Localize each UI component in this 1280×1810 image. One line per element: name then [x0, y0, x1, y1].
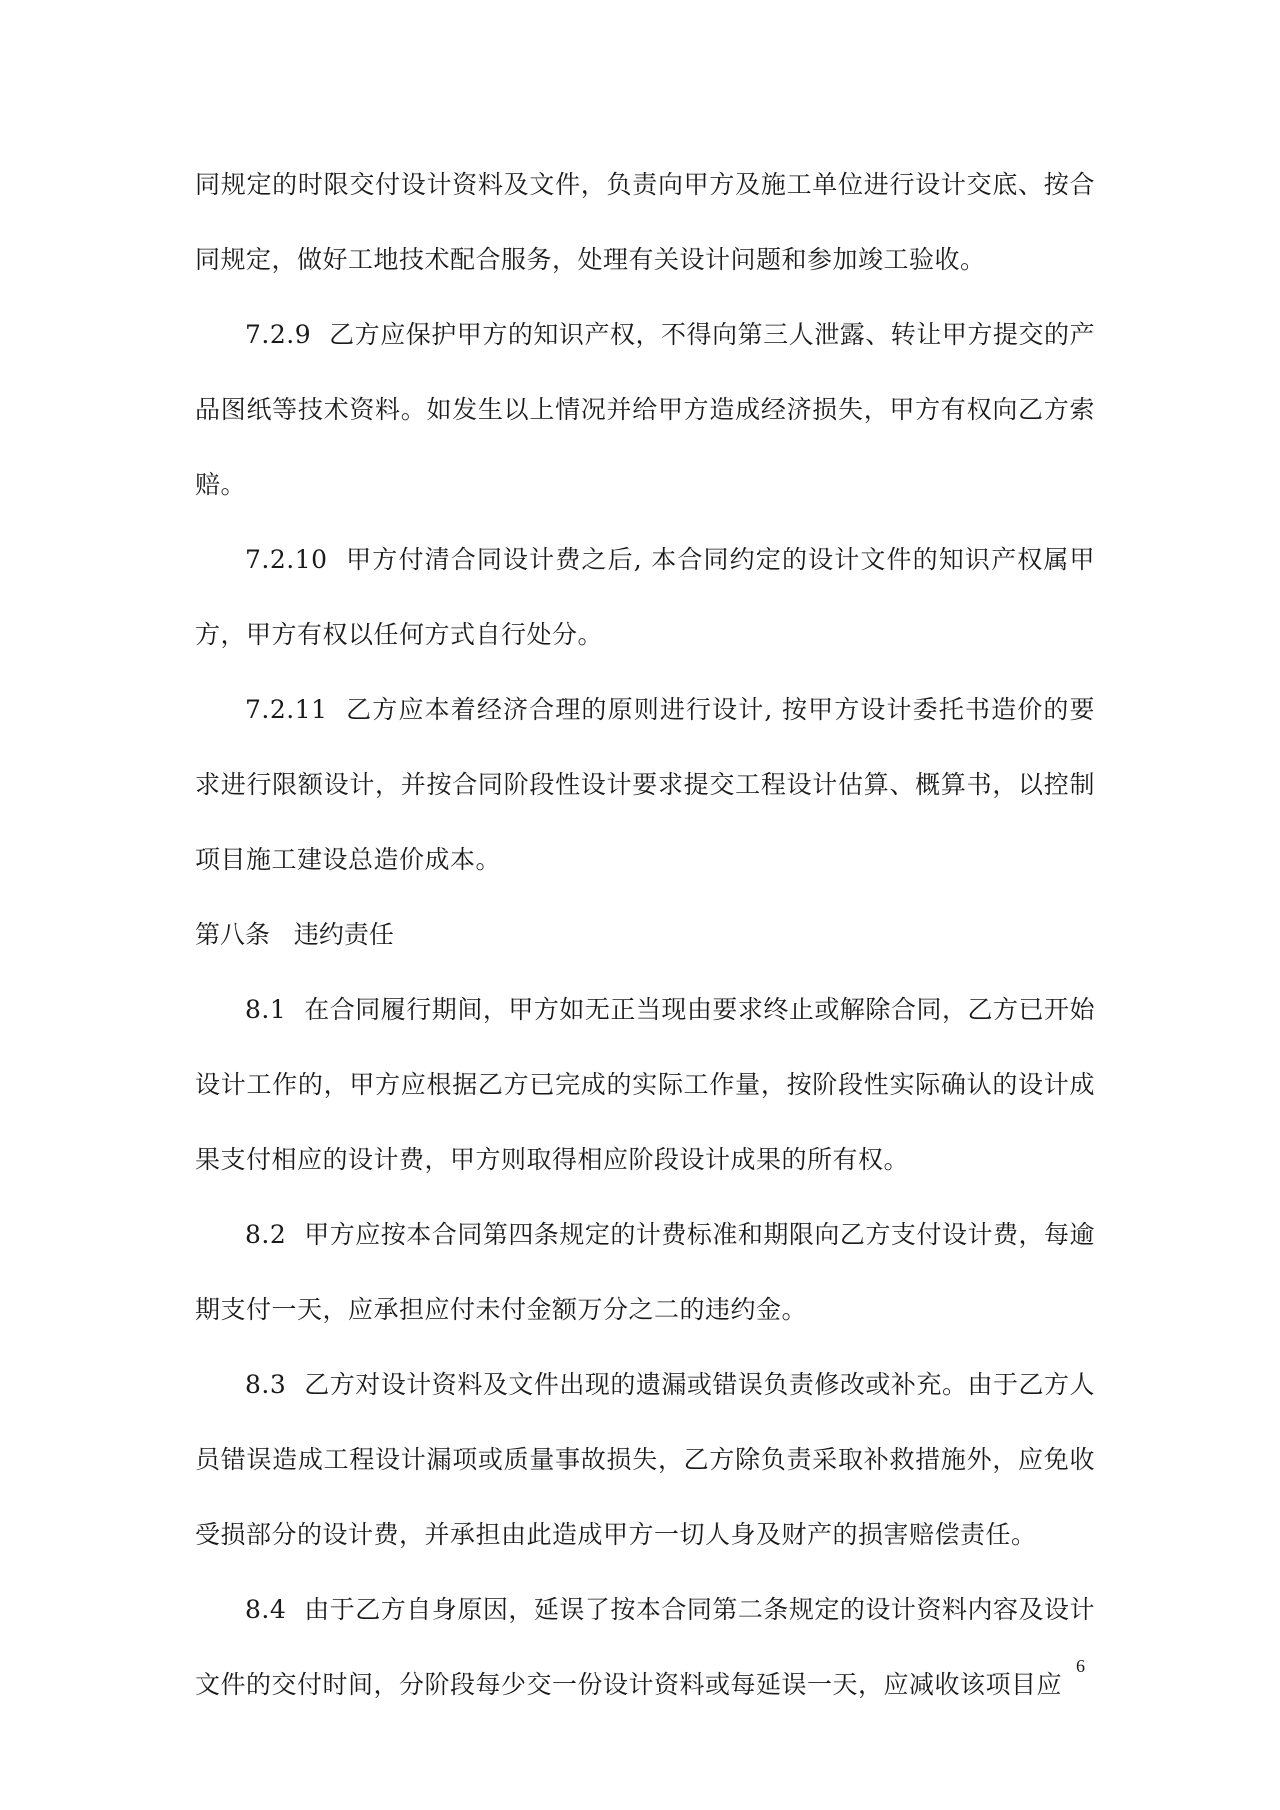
- clause-text: 甲方付清合同设计费之后, 本合同约定的设计文件的知识产权属甲方，甲方有权以任何方式自行处分。: [195, 545, 1095, 649]
- clause-number: 7.2.11: [245, 695, 328, 724]
- clause-8-1: [195, 972, 1095, 1197]
- paragraph-text: 同规定的时限交付设计资料及文件，负责向甲方及施工单位进行设计交底、按合同规定，做好工地技术配合服务，处理有关设计问题和参加竣工验收。: [195, 170, 1095, 274]
- clause-number: 8.1: [245, 995, 287, 1024]
- clause-8-2: [195, 1197, 1095, 1347]
- clause-7-2-9: [195, 297, 1095, 522]
- clause-number: 8.3: [245, 1370, 287, 1399]
- clause-text: 乙方应本着经济合理的原则进行设计, 按甲方设计委托书造价的要求进行限额设计，并按合同阶段性设计要求提交工程设计估算、概算书，以控制项目施工建设总造价成本。: [195, 695, 1095, 874]
- clause-number: 7.2.10: [245, 545, 328, 574]
- clause-number: 7.2.9: [245, 320, 312, 349]
- clause-text: 甲方应按本合同第四条规定的计费标准和期限向乙方支付设计费，每逾期支付一天，应承担应付未付金额万分之二的违约金。: [195, 1220, 1095, 1324]
- clause-number: 8.2: [245, 1220, 287, 1249]
- article-label: 第八条: [195, 920, 271, 949]
- clause-7-2-11: [195, 672, 1095, 897]
- clause-text: 乙方对设计资料及文件出现的遗漏或错误负责修改或补充。由于乙方人员错误造成工程设计漏项或质量事故损失，乙方除负责采取补救措施外，应免收受损部分的设计费，并承担由此造成甲方一切人身及财产的损害赔偿责任。: [195, 1370, 1095, 1549]
- clause-7-2-10: [195, 522, 1095, 672]
- document-body: [195, 147, 1095, 1722]
- clause-text: 在合同履行期间，甲方如无正当现由要求终止或解除合同，乙方已开始设计工作的，甲方应根据乙方已完成的实际工作量，按阶段性实际确认的设计成果支付相应的设计费，甲方则取得相应阶段设计成果的所有权。: [195, 995, 1095, 1174]
- article-heading: [195, 897, 1095, 972]
- clause-8-4: [195, 1572, 1095, 1722]
- paragraph-continuation: [195, 147, 1095, 297]
- article-title: 违约责任: [293, 920, 394, 949]
- clause-number: 8.4: [245, 1595, 287, 1624]
- clause-text: 由于乙方自身原因，延误了按本合同第二条规定的设计资料内容及设计文件的交付时间，分阶段每少交一份设计资料或每延误一天，应减收该项目应: [195, 1595, 1095, 1699]
- clause-8-3: [195, 1347, 1095, 1572]
- clause-text: 乙方应保护甲方的知识产权，不得向第三人泄露、转让甲方提交的产品图纸等技术资料。如发生以上情况并给甲方造成经济损失，甲方有权向乙方索赔。: [195, 320, 1095, 499]
- page-number: 6: [1076, 1656, 1085, 1676]
